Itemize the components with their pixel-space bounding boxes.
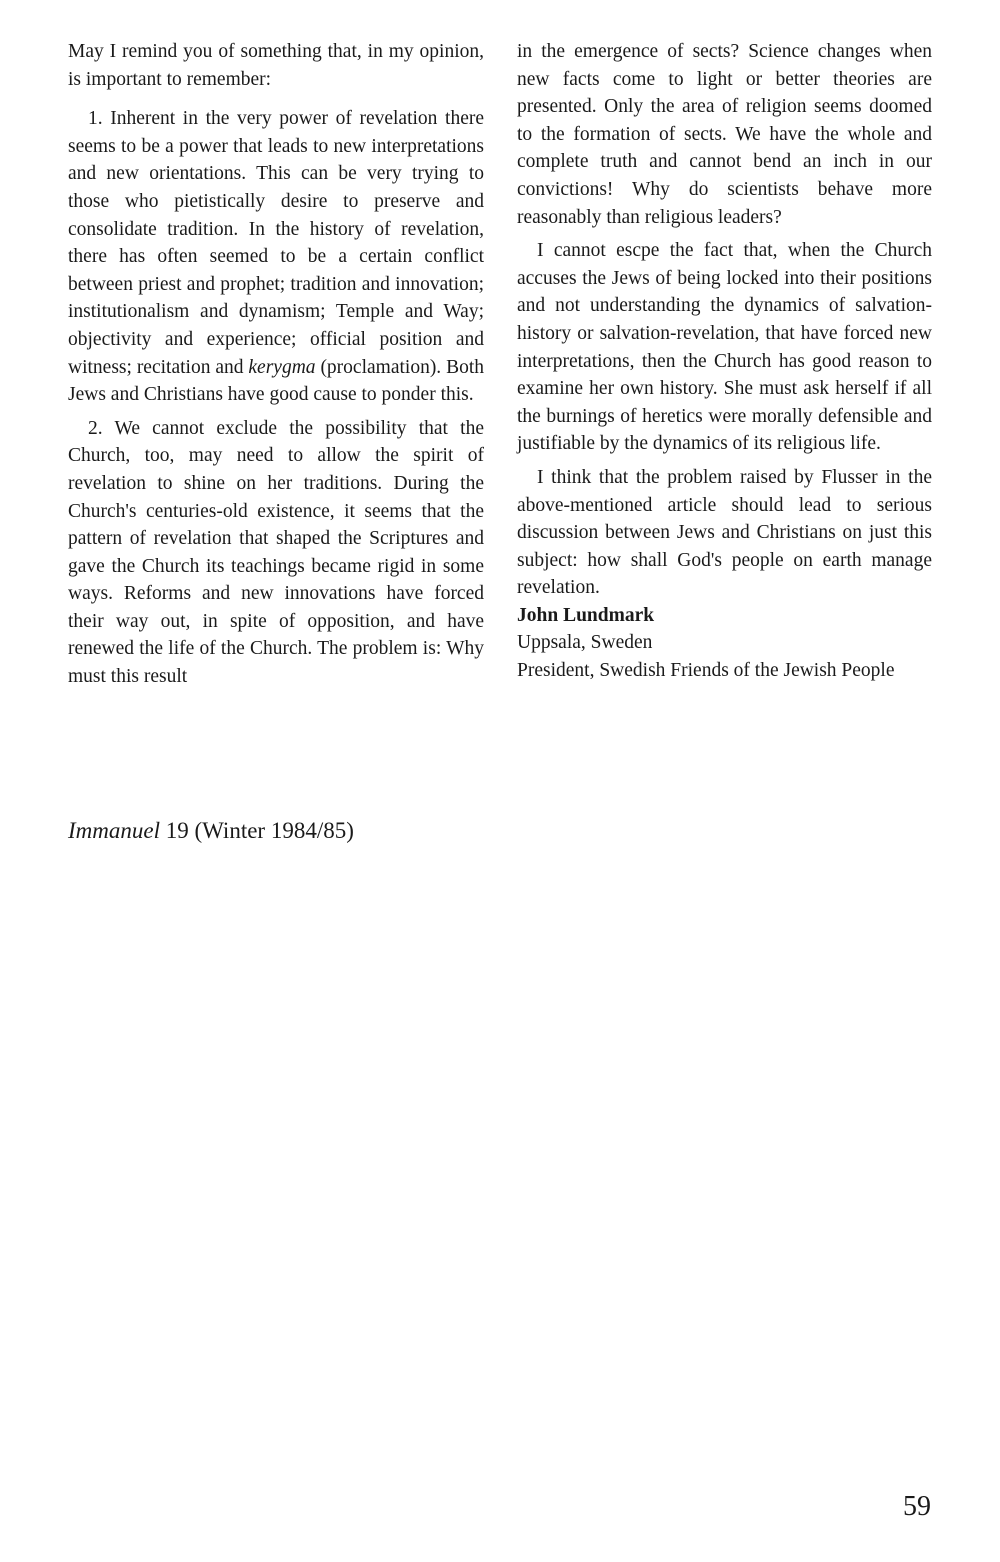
point-1-italic-term: kerygma bbox=[248, 356, 316, 378]
page-number: 59 bbox=[903, 1491, 931, 1522]
journal-name: Immanuel bbox=[68, 818, 160, 843]
left-column bbox=[68, 38, 484, 691]
journal-issue: 19 (Winter 1984/85) bbox=[159, 818, 354, 843]
paragraph-3: I think that the problem raised by Flusser in the above-mentioned article should lead to serious discussion between Jews and Christians on just this subject: how shall God's people on earth manage revelation. bbox=[517, 466, 932, 599]
point-1-paragraph bbox=[68, 105, 484, 409]
right-column bbox=[517, 38, 932, 685]
signature-title: President, Swedish Friends of the Jewish People bbox=[517, 660, 895, 682]
point-2-paragraph: 2. We cannot exclude the possibility that the Church, too, may need to allow the spirit of revelation to shine on her traditions. During the Church's centuries-old existence, it seems that the pattern of revelation that shaped the Scriptures and gave the Church its teachings became rigid in some ways. Reforms and new innovations have forced their way out, in spite of opposition, and have renewed the life of the Church. The problem is: Why must this result bbox=[68, 417, 484, 688]
point-1-text-end: (proclamation). Both Jews and Christians have good cause to ponder this. bbox=[68, 356, 485, 406]
intro-paragraph: May I remind you of something that, in my opinion, is important to remember: bbox=[68, 41, 484, 90]
paragraph-2: I cannot escpe the fact that, when the Church accuses the Jews of being locked into their positions and not understanding the dynamics of salvation-history or salvation-revelation, that have forced new interpretations, then the Church has good reason to examine her own history. She must ask herself if all the burnings of heretics were morally defensible and justifiable by the dynamics of its religious life. bbox=[517, 240, 932, 455]
signature-name: John Lundmark bbox=[517, 604, 655, 626]
continuation-paragraph: in the emergence of sects? Science changes when new facts come to light or better theories are presented. Only the area of religion seems doomed to the formation of sects. We have the whole and complete truth and cannot bend an inch in our convictions! Why do scientists behave more reasonably than religious leaders? bbox=[517, 41, 932, 228]
signature-location: Uppsala, Sweden bbox=[517, 632, 653, 654]
point-1-text: 1. Inherent in the very power of revelation there seems to be a power that leads to new interpretations and new orientations. This can be very trying to those who pietistically desire to preserve and consolidate tradition. In the history of revelation, there has often seemed to be a certain conflict between priest and prophet; tradition and innovation; institutionalism and dynamism; Temple and Way; objectivity and experience; official position and witness; recitation and bbox=[68, 108, 484, 378]
journal-citation bbox=[68, 816, 354, 846]
